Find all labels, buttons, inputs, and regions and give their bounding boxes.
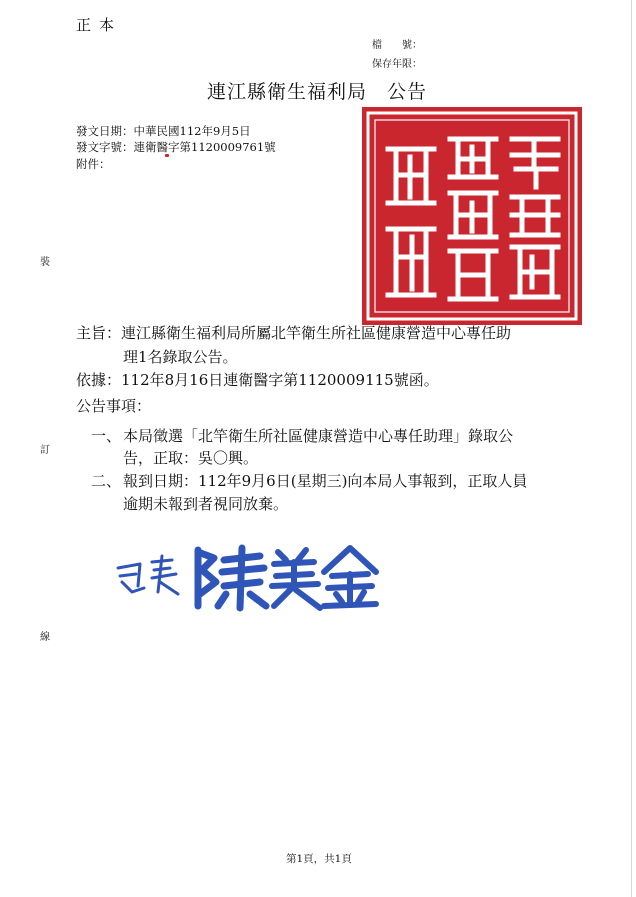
archive-number-label: 檔 號： [372, 40, 422, 51]
binding-mark-ding: 訂 [40, 445, 50, 456]
basis-line: 依據：112年8月16日連衛醫字第1120009115號函。 [76, 371, 439, 389]
seal-graphic [362, 107, 582, 325]
reference-number: 發文字號：連衛醫字第1120009761號 [76, 140, 276, 154]
signature-graphic [110, 542, 380, 612]
notice-heading: 公告事項： [76, 397, 152, 415]
retention-period-label: 保存年限： [372, 59, 422, 70]
item-1-line-1: 本局徵選「北竿衛生所社區健康營造中心專任助理」錄取公 [123, 427, 514, 445]
official-seal [362, 107, 582, 325]
binding-mark-zhuang: 裝 [40, 257, 50, 268]
document-title: 連江縣衛生福利局 公告 [207, 81, 428, 103]
subject-line-2: 理1名錄取公告。 [123, 348, 238, 366]
page-number: 第1頁，共1頁 [286, 853, 352, 865]
item-1-number: 一、 [91, 427, 122, 445]
issue-date: 發文日期：中華民國112年9月5日 [76, 124, 251, 138]
item-2-line-1: 報到日期：112年9月6日(星期三)向本局人事報到，正取人員 [123, 472, 528, 490]
binding-mark-xian: 線 [40, 632, 50, 643]
subject-line-1: 主旨：連江縣衛生福利局所屬北竿衛生所社區健康營造中心專任助 [76, 324, 512, 342]
item-2-number: 二、 [91, 472, 122, 490]
item-2-line-2: 逾期未報到者視同放棄。 [123, 495, 289, 513]
item-1-line-2: 告，正取：吳〇興。 [123, 449, 259, 467]
page-edge [631, 0, 632, 897]
doc-type-label: 正本 [76, 16, 123, 34]
director-signature [110, 542, 380, 612]
red-mark [165, 154, 169, 157]
attachment-label: 附件： [76, 157, 111, 171]
